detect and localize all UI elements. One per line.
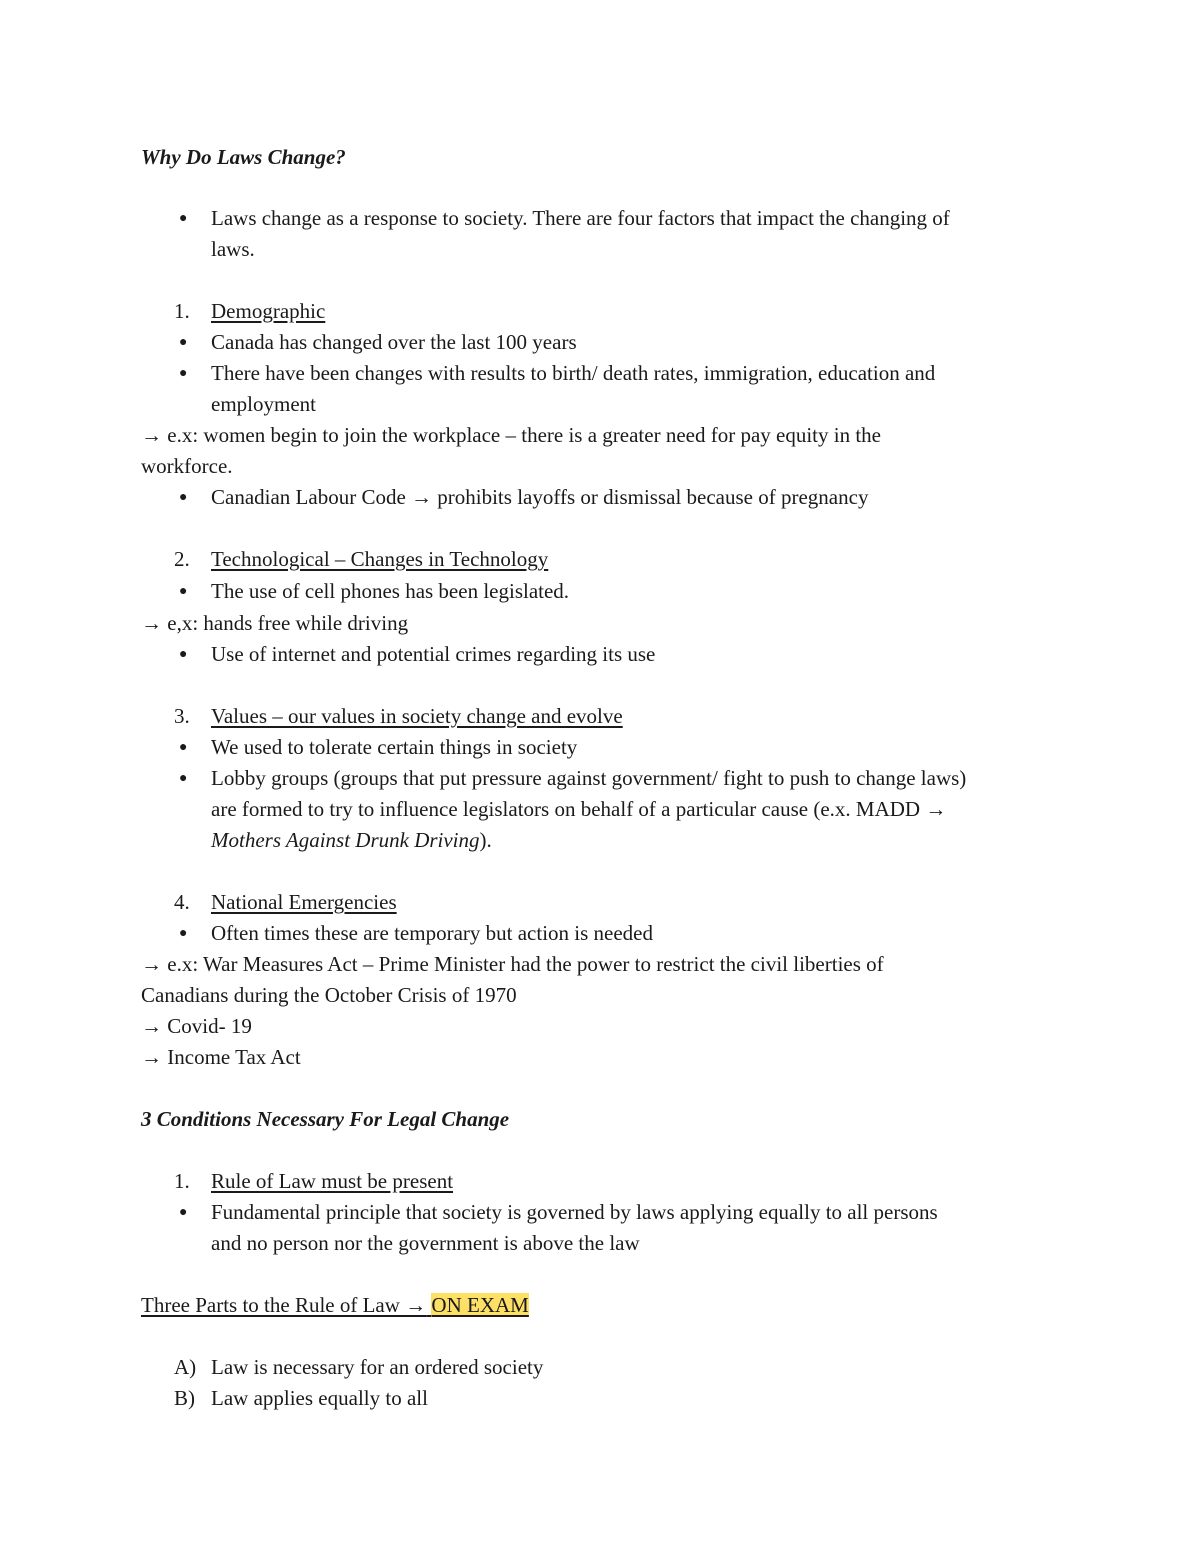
bullet-icon: ●: [179, 771, 188, 786]
factor-title-values: Values – our values in society change and evolve: [211, 704, 623, 728]
bullet-icon: ●: [179, 647, 188, 662]
bullet-icon: ●: [179, 211, 188, 226]
three-parts-heading: [141, 1290, 529, 1321]
on-exam-highlight: ON EXAM: [431, 1293, 529, 1317]
list-item: Canadian Labour Code → prohibits layoffs or dismissal because of pregnancy: [211, 485, 869, 509]
list-letter: A): [174, 1355, 197, 1379]
example-line: → Covid- 19: [141, 1014, 252, 1038]
list-item: Law is necessary for an ordered society: [211, 1355, 544, 1379]
example-line: workforce.: [141, 454, 233, 478]
list-item-continued: [211, 825, 492, 856]
list-item-continued: and no person nor the government is above the law: [211, 1231, 640, 1255]
factor-title-national-emergencies: National Emergencies: [211, 890, 397, 914]
factor-title-demographic: Demographic: [211, 299, 326, 323]
list-item: Often times these are temporary but action is needed: [211, 921, 654, 945]
italic-org-name: Mothers Against Drunk Driving: [211, 828, 480, 852]
section-heading-why-laws-change: Why Do Laws Change?: [141, 145, 346, 169]
example-line: → Income Tax Act: [141, 1045, 301, 1069]
three-parts-label: Three Parts to the Rule of Law →: [141, 1293, 427, 1317]
condition-title-rule-of-law: Rule of Law must be present: [211, 1169, 454, 1193]
bullet-icon: ●: [179, 584, 188, 599]
list-item: Law applies equally to all: [211, 1386, 428, 1410]
section-heading-conditions: 3 Conditions Necessary For Legal Change: [141, 1107, 510, 1131]
list-number: 1.: [174, 1169, 190, 1193]
closing-punctuation: ).: [479, 828, 492, 852]
list-item: Fundamental principle that society is governed by laws applying equally to all persons: [211, 1200, 938, 1224]
bullet-icon: ●: [179, 1205, 188, 1220]
example-line: Canadians during the October Crisis of 1970: [141, 983, 517, 1007]
list-letter: B): [174, 1386, 195, 1410]
bullet-icon: ●: [179, 335, 188, 350]
list-item: Lobby groups (groups that put pressure against government/ fight to push to change laws): [211, 766, 967, 790]
list-item: Use of internet and potential crimes regarding its use: [211, 642, 656, 666]
list-item-continued: are formed to try to influence legislators on behalf of a particular cause (e.x. MADD →: [211, 797, 947, 821]
bullet-icon: ●: [179, 926, 188, 941]
list-number: 1.: [174, 299, 190, 323]
intro-text-line1: Laws change as a response to society. There are four factors that impact the changing of: [211, 206, 950, 230]
list-number: 3.: [174, 704, 190, 728]
list-item: There have been changes with results to birth/ death rates, immigration, education and: [211, 361, 936, 385]
example-line: → e.x: War Measures Act – Prime Minister had the power to restrict the civil liberties of: [141, 952, 884, 976]
list-item: The use of cell phones has been legislated.: [211, 579, 570, 603]
bullet-icon: ●: [179, 366, 188, 381]
intro-text-line2: laws.: [211, 237, 255, 261]
factor-title-technological: Technological – Changes in Technology: [211, 547, 549, 571]
list-item: Canada has changed over the last 100 years: [211, 330, 577, 354]
list-item-continued: employment: [211, 392, 316, 416]
bullet-icon: ●: [179, 490, 188, 505]
list-item: We used to tolerate certain things in society: [211, 735, 578, 759]
example-line: → e,x: hands free while driving: [141, 611, 409, 635]
bullet-icon: ●: [179, 740, 188, 755]
example-line: → e.x: women begin to join the workplace – there is a greater need for pay equity in the: [141, 423, 882, 447]
list-number: 4.: [174, 890, 190, 914]
list-number: 2.: [174, 547, 190, 571]
